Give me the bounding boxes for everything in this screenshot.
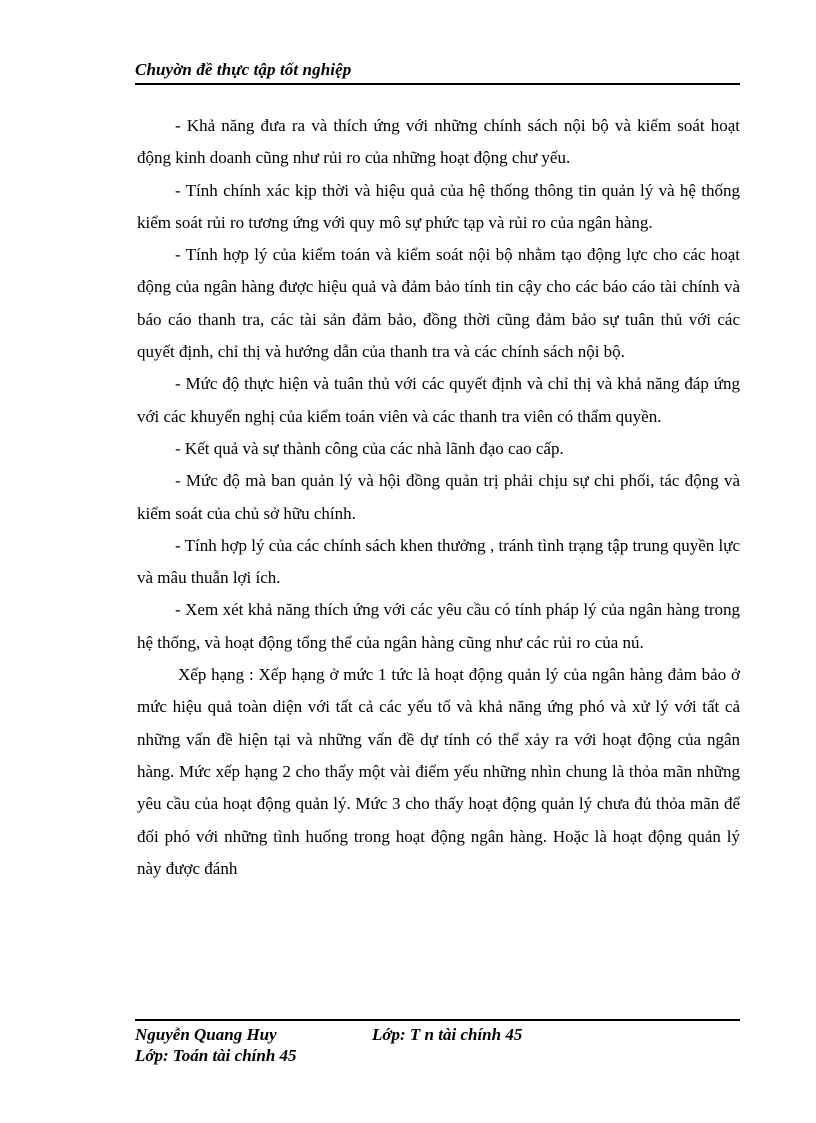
footer-class-left: Lớp: Toán tài chính 45 xyxy=(135,1046,297,1065)
footer-divider xyxy=(135,1019,740,1021)
paragraph: - Kết quả và sự thành công của các nhà lãnh đạo cao cấp. xyxy=(175,438,564,458)
paragraph: - Mức độ thực hiện và tuân thủ với các quyết định và chỉ thị và khả năng đáp ứng với các khuyến nghị của kiểm toán viên và các thanh tra viên có thẩm quyền. xyxy=(137,374,740,426)
document-body xyxy=(137,110,740,885)
footer-author: Nguyễn Quang Huy xyxy=(135,1025,277,1044)
page-header xyxy=(135,57,740,85)
paragraph: - Khả năng đưa ra và thích ứng với những chính sách nội bộ và kiểm soát hoạt động kinh doanh cũng như rủi ro của những hoạt động chư yếu. xyxy=(137,116,740,168)
paragraph: Xếp hạng : Xếp hạng ở mức 1 tức là hoạt động quản lý của ngân hàng đảm bảo ở mức hiệu quả toàn diện với tất cả các yếu tố và khả năng ứng phó và xử lý với tất cả những vấn đề hiện tại và những vấn đề dự tính có thể xảy ra với hoạt động của ngân hàng. Mức xếp hạng 2 cho thấy một vài điểm yếu những nhìn chung là thỏa mãn những yêu cầu của hoạt động quản lý. Mức 3 cho thấy hoạt động quản lý chưa đủ thỏa mãn để đối phó với những tình huống trong hoạt động ngân hàng. Hoặc là hoạt động quản lý này được đánh xyxy=(137,665,740,878)
paragraph: - Tính hợp lý của kiểm toán và kiểm soát nội bộ nhằm tạo động lực cho các hoạt động của ngân hàng được hiệu quả và đảm bảo tính tin cậy cho các báo cáo tài chính và báo cáo thanh tra, các tài sản đảm bảo, đồng thời cũng đảm bảo sự tuân thủ với các quyết định, chỉ thị và hướng dẫn của thanh tra và các chính sách nội bộ. xyxy=(137,245,740,362)
paragraph: - Tính chính xác kịp thời và hiệu quả của hệ thống thông tin quản lý và hệ thống kiểm soát rủi ro tương ứng với quy mô sự phức tạp và rủi ro của ngân hàng. xyxy=(137,180,740,232)
header-title: Chuyờn đề thực tập tốt nghiệp xyxy=(135,60,352,79)
paragraph: - Tính hợp lý của các chính sách khen thưởng , tránh tình trạng tập trung quyền lực và mâu thuẫn lợi ích. xyxy=(137,535,740,588)
paragraph: - Mức độ mà ban quản lý và hội đồng quản trị phải chịu sự chi phối, tác động và kiểm soát của chủ sở hữu chính. xyxy=(137,471,740,523)
footer-class-right: Lớp: T n tài chính 45 xyxy=(372,1025,523,1044)
paragraph: - Xem xét khả năng thích ứng với các yêu cầu có tính pháp lý của ngân hàng trong hệ thống, và hoạt động tổng thể của ngân hàng cũng như các rủi ro của nú. xyxy=(137,600,740,652)
